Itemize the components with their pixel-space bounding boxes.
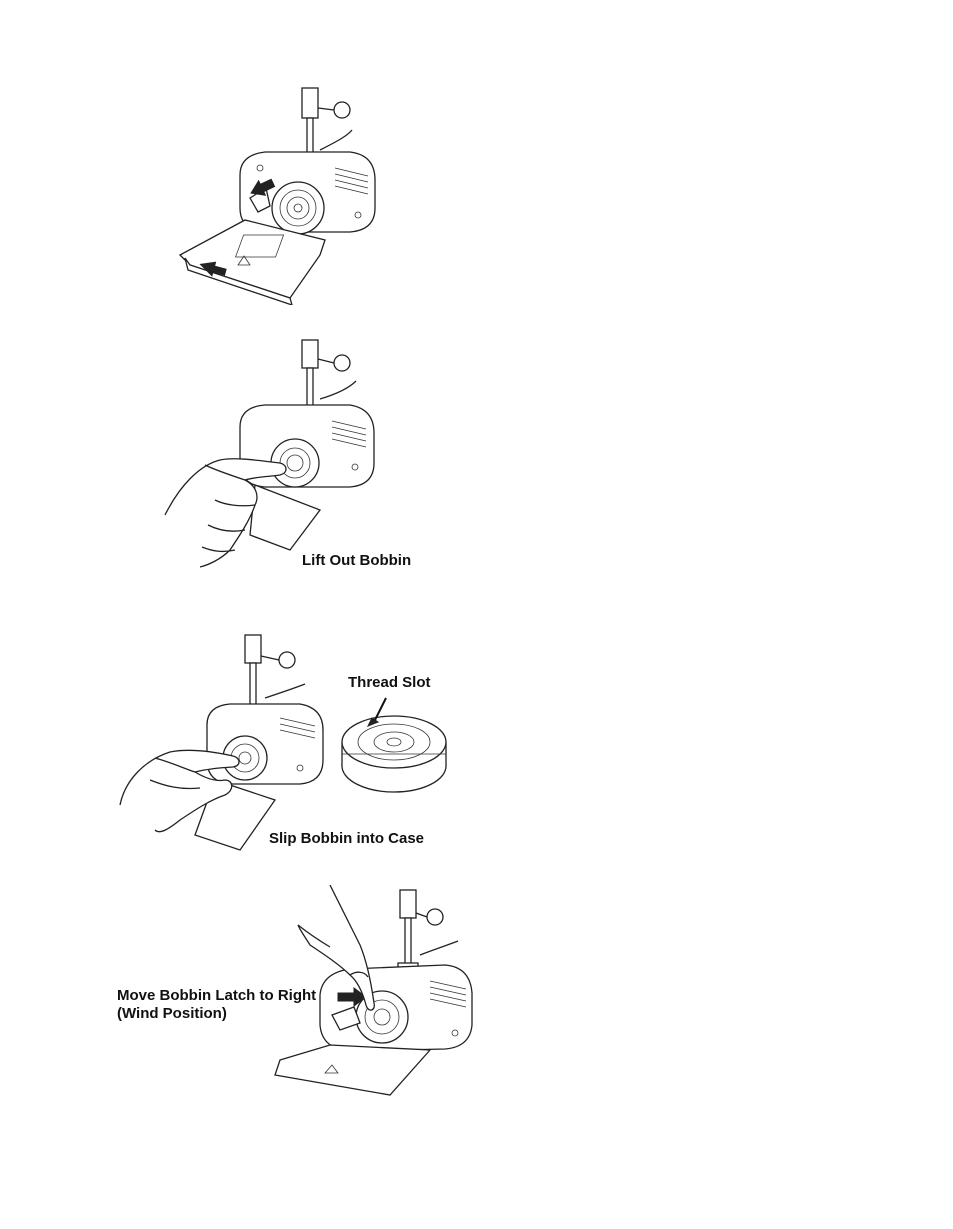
needle-bar-icon — [398, 890, 458, 977]
illustration-open-slide-plate — [170, 80, 390, 305]
illustration-slip-bobbin — [115, 630, 330, 855]
illustration-lift-out-bobbin — [160, 335, 390, 570]
bobbin-icon — [272, 182, 324, 234]
illustration-bobbin-closeup — [338, 694, 448, 804]
caption-lift-out-bobbin: Lift Out Bobbin — [302, 552, 412, 569]
bobbin-icon — [342, 716, 446, 792]
caption-move-bobbin-latch: Move Bobbin Latch to Right — [117, 987, 317, 1004]
callout-thread-slot: Thread Slot — [348, 674, 431, 691]
caption-wind-position: (Wind Position) — [117, 1005, 227, 1022]
caption-slip-bobbin-into-case: Slip Bobbin into Case — [269, 830, 425, 847]
